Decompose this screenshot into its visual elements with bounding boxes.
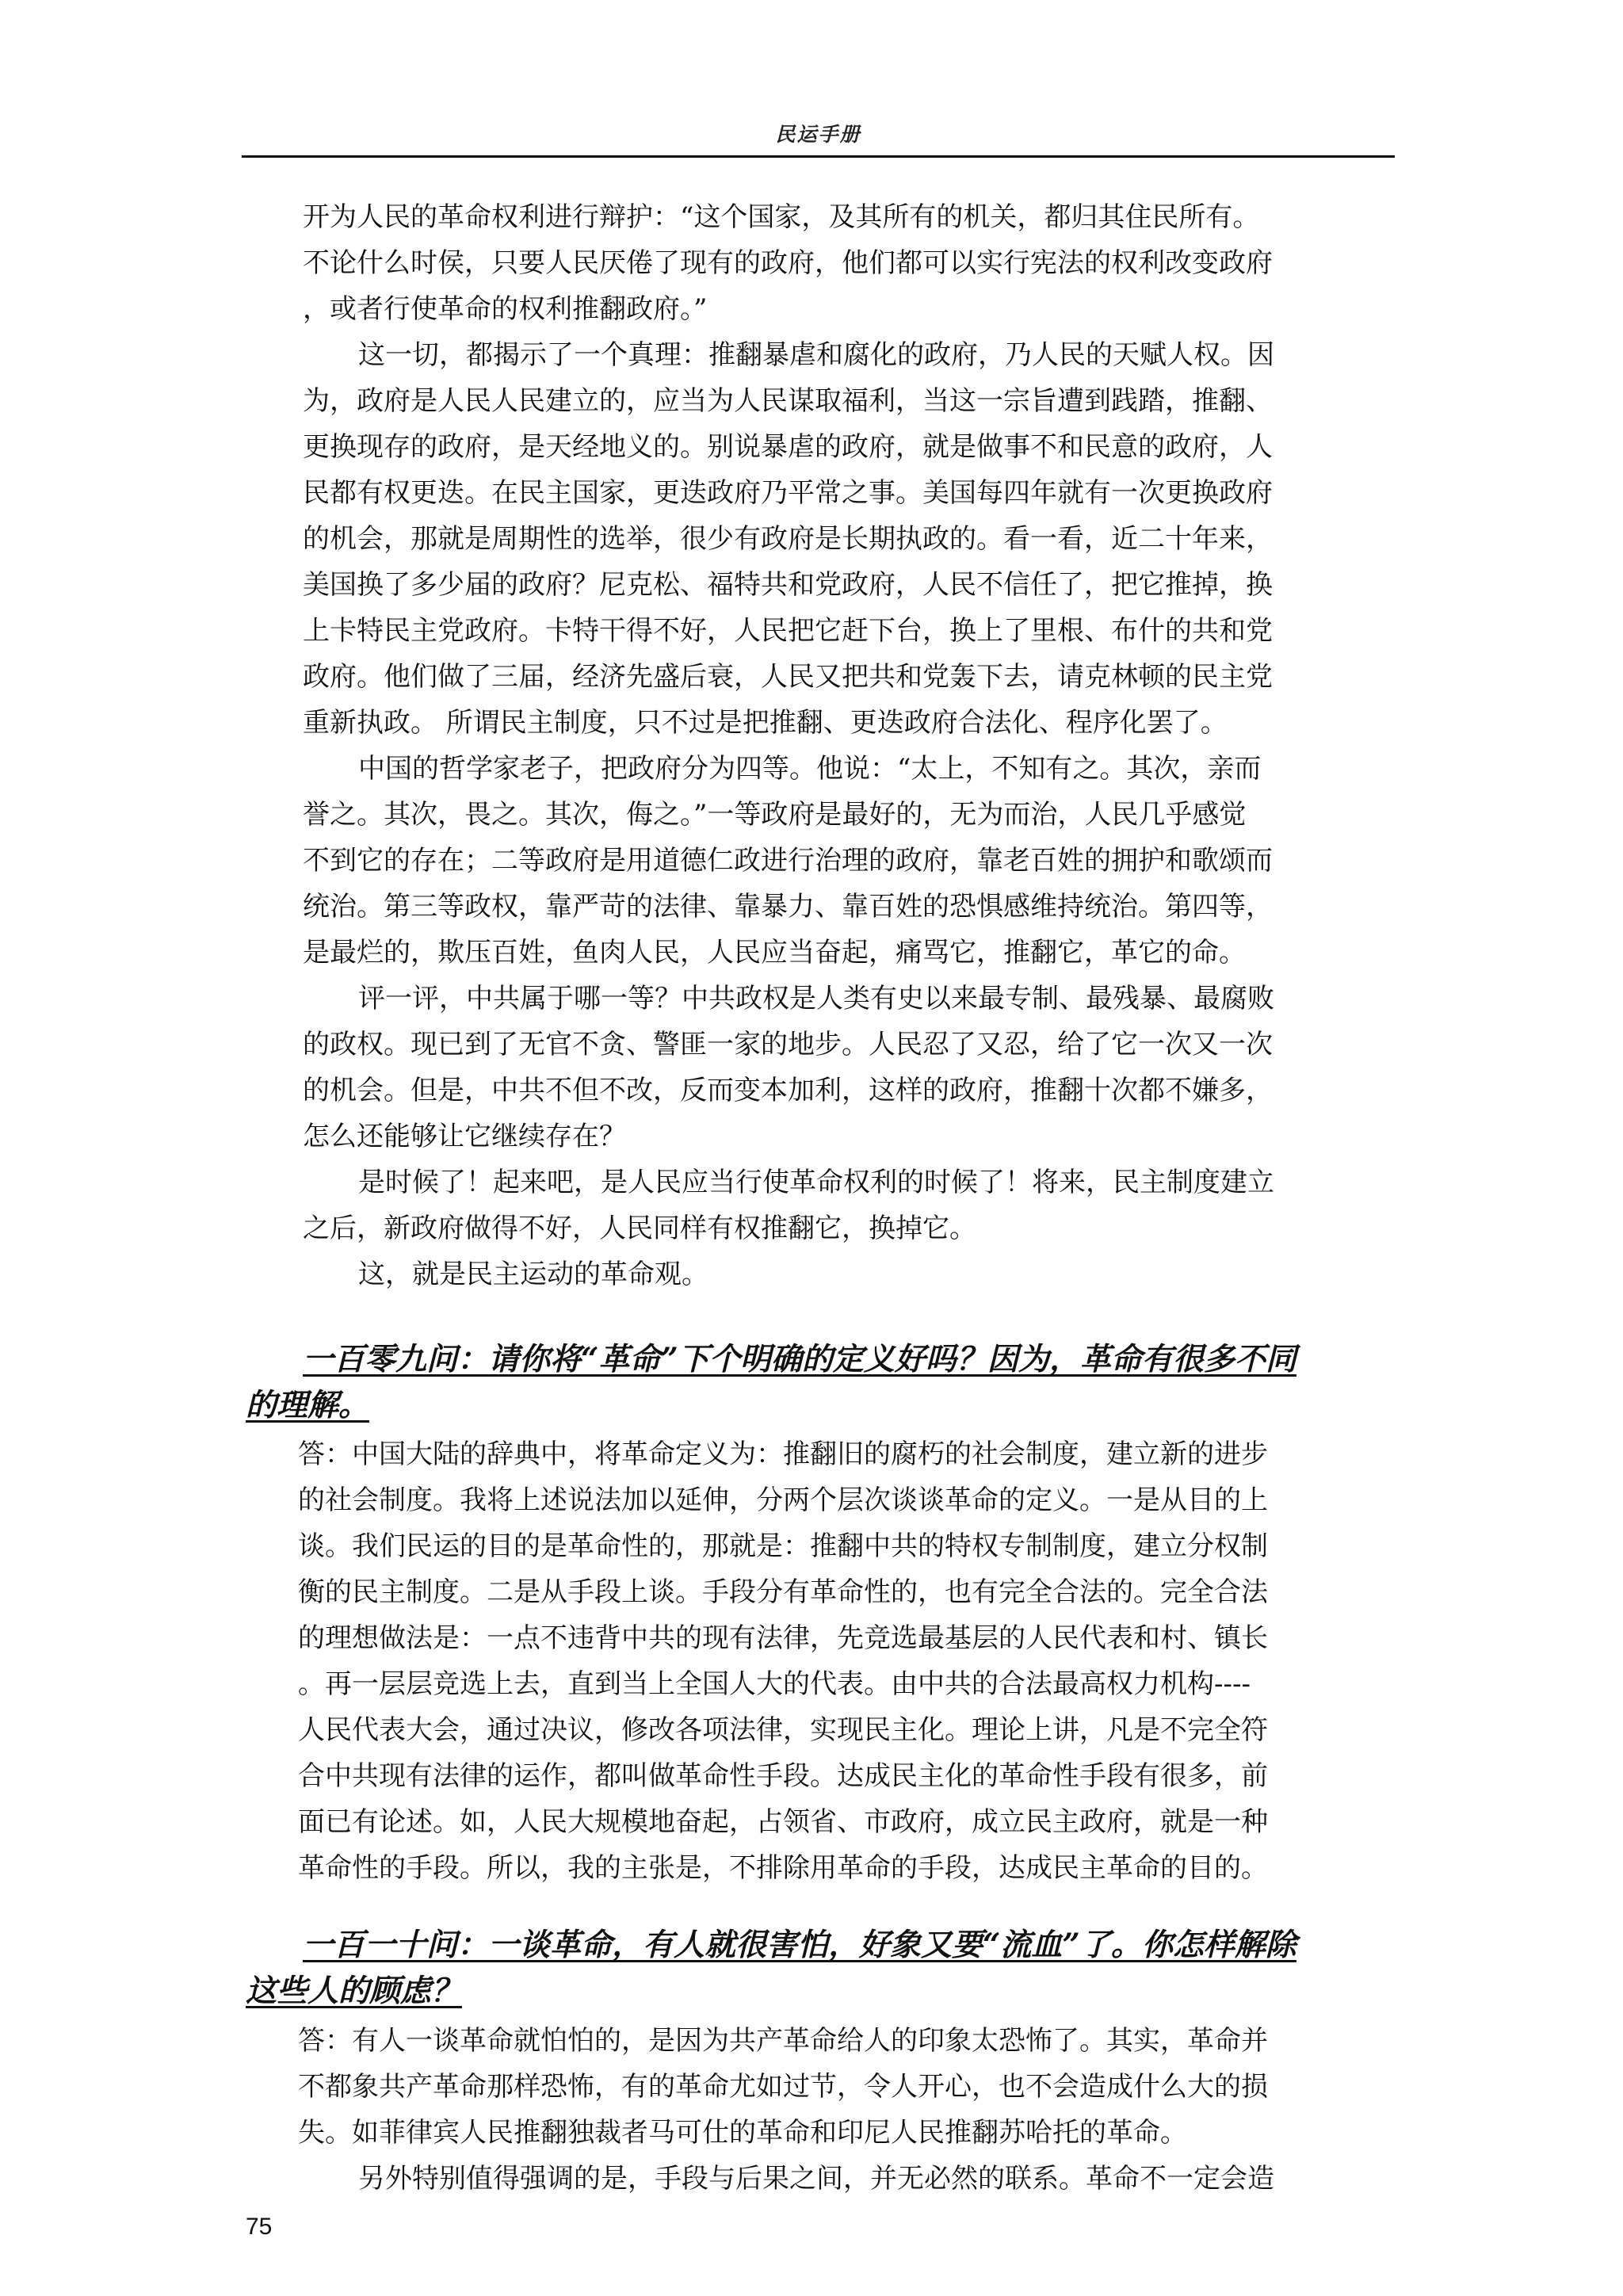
paragraph-line: 民都有权更迭。在民主国家，更迭政府乃平常之事。美国每四年就有一次更换政府 [303,477,1273,509]
answer-line: 失。如菲律宾人民推翻独裁者马可仕的革命和印尼人民推翻苏哈托的革命。 [298,2117,1187,2149]
question-heading: 这些人的顾虑？ [246,1973,463,2009]
paragraph-line: 上卡特民主党政府。卡特干得不好，人民把它赶下台，换上了里根、布什的共和党 [303,615,1273,647]
answer-line: 不都象共产革命那样恐怖，有的革命尤如过节，令人开心，也不会造成什么大的损 [298,2071,1268,2103]
paragraph-line: 是最烂的，欺压百姓，鱼肉人民，人民应当奋起，痛骂它，推翻它，革它的命。 [303,937,1246,968]
answer-line: 人民代表大会，通过决议，修改各项法律，实现民主化。理论上讲，凡是不完全符 [298,1714,1268,1746]
paragraph-line: 为，政府是人民人民建立的，应当为人民谋取福利，当这一宗旨遭到践踏，推翻、 [303,385,1273,417]
answer-line: 合中共现有法律的运作，都叫做革命性手段。达成民主化的革命性手段有很多，前 [298,1760,1268,1792]
paragraph-line: 不论什么时侯，只要人民厌倦了现有的政府，他们都可以实行宪法的权利改变政府 [303,247,1273,279]
paragraph-line: 美国换了多少届的政府？尼克松、福特共和党政府，人民不信任了，把它推掉，换 [303,569,1273,601]
paragraph-line: 统治。第三等政权，靠严苛的法律、靠暴力、靠百姓的恐惧感维持统治。第四等， [303,891,1273,923]
running-header: 民运手册 [775,123,861,146]
answer-line: 衡的民主制度。二是从手段上谈。手段分有革命性的，也有完全合法的。完全合法 [298,1576,1268,1608]
answer-line: 。再一层层竞选上去，直到当上全国人大的代表。由中共的合法最高权力机构---- [298,1668,1251,1700]
answer-line: 的社会制度。我将上述说法加以延伸，分两个层次谈谈革命的定义。一是从目的上 [298,1484,1268,1516]
paragraph-line: 誉之。其次，畏之。其次，侮之。”一等政府是最好的，无为而治，人民几乎感觉 [303,799,1247,831]
question-heading: 的理解。 [246,1387,370,1423]
answer-line: 的理想做法是：一点不违背中共的现有法律，先竞选最基层的人民代表和村、镇长 [298,1622,1268,1654]
paragraph-line: 更换现存的政府，是天经地义的。别说暴虐的政府，就是做事不和民意的政府，人 [303,431,1273,463]
paragraph-line: 政府。他们做了三届，经济先盛后衰，人民又把共和党轰下去，请克林顿的民主党 [303,661,1273,693]
paragraph-line: 是时候了！起来吧，是人民应当行使革命权利的时候了！将来，民主制度建立 [358,1167,1274,1198]
question-heading: 一百零九问：请你将“革命”下个明确的定义好吗？因为，革命有很多不同 [303,1341,1296,1377]
answer-line: 另外特别值得强调的是，手段与后果之间，并无必然的联系。革命不一定会造 [358,2163,1274,2195]
answer-line: 答：有人一谈革命就怕怕的，是因为共产革命给人的印象太恐怖了。其实，革命并 [298,2025,1268,2057]
paragraph-line: 的机会。但是，中共不但不改，反而变本加利，这样的政府，推翻十次都不嫌多， [303,1075,1273,1106]
paragraph-line: 之后，新政府做得不好，人民同样有权推翻它，换掉它。 [303,1213,976,1244]
question-heading: 一百一十问：一谈革命，有人就很害怕，好象又要“流血”了。你怎样解除 [303,1927,1296,1963]
answer-line: 答：中国大陆的辞典中，将革命定义为：推翻旧的腐朽的社会制度，建立新的进步 [298,1438,1268,1470]
page-number: 75 [246,2214,273,2240]
paragraph-line: 的机会，那就是周期性的选举，很少有政府是长期执政的。看一看，近二十年来， [303,523,1273,555]
paragraph-line: 评一评，中共属于哪一等？中共政权是人类有史以来最专制、最残暴、最腐败 [358,983,1274,1014]
paragraph-line: 中国的哲学家老子，把政府分为四等。他说：“太上，不知有之。其次，亲而 [358,753,1262,785]
paragraph-line: 不到它的存在；二等政府是用道德仁政进行治理的政府，靠老百姓的拥护和歌颂而 [303,845,1273,877]
paragraph-line: 这，就是民主运动的革命观。 [358,1259,708,1290]
paragraph-line: 怎么还能够让它继续存在？ [303,1121,626,1152]
header-rule [242,155,1395,158]
paragraph-line: ，或者行使革命的权利推翻政府。” [303,293,708,325]
paragraph-line: 这一切，都揭示了一个真理：推翻暴虐和腐化的政府，乃人民的天赋人权。因 [358,339,1274,371]
answer-line: 革命性的手段。所以，我的主张是，不排除用革命的手段，达成民主革命的目的。 [298,1852,1268,1884]
paragraph-line: 开为人民的革命权利进行辩护：“这个国家，及其所有的机关，都归其住民所有。 [303,201,1260,233]
paragraph-line: 重新执政。 所谓民主制度，只不过是把推翻、更迭政府合法化、程序化罢了。 [303,707,1228,739]
paragraph-line: 的政权。现已到了无官不贪、警匪一家的地步。人民忍了又忍，给了它一次又一次 [303,1029,1273,1060]
answer-line: 面已有论述。如，人民大规模地奋起，占领省、市政府，成立民主政府，就是一种 [298,1806,1268,1838]
answer-line: 谈。我们民运的目的是革命性的，那就是：推翻中共的特权专制制度，建立分权制 [298,1530,1268,1562]
